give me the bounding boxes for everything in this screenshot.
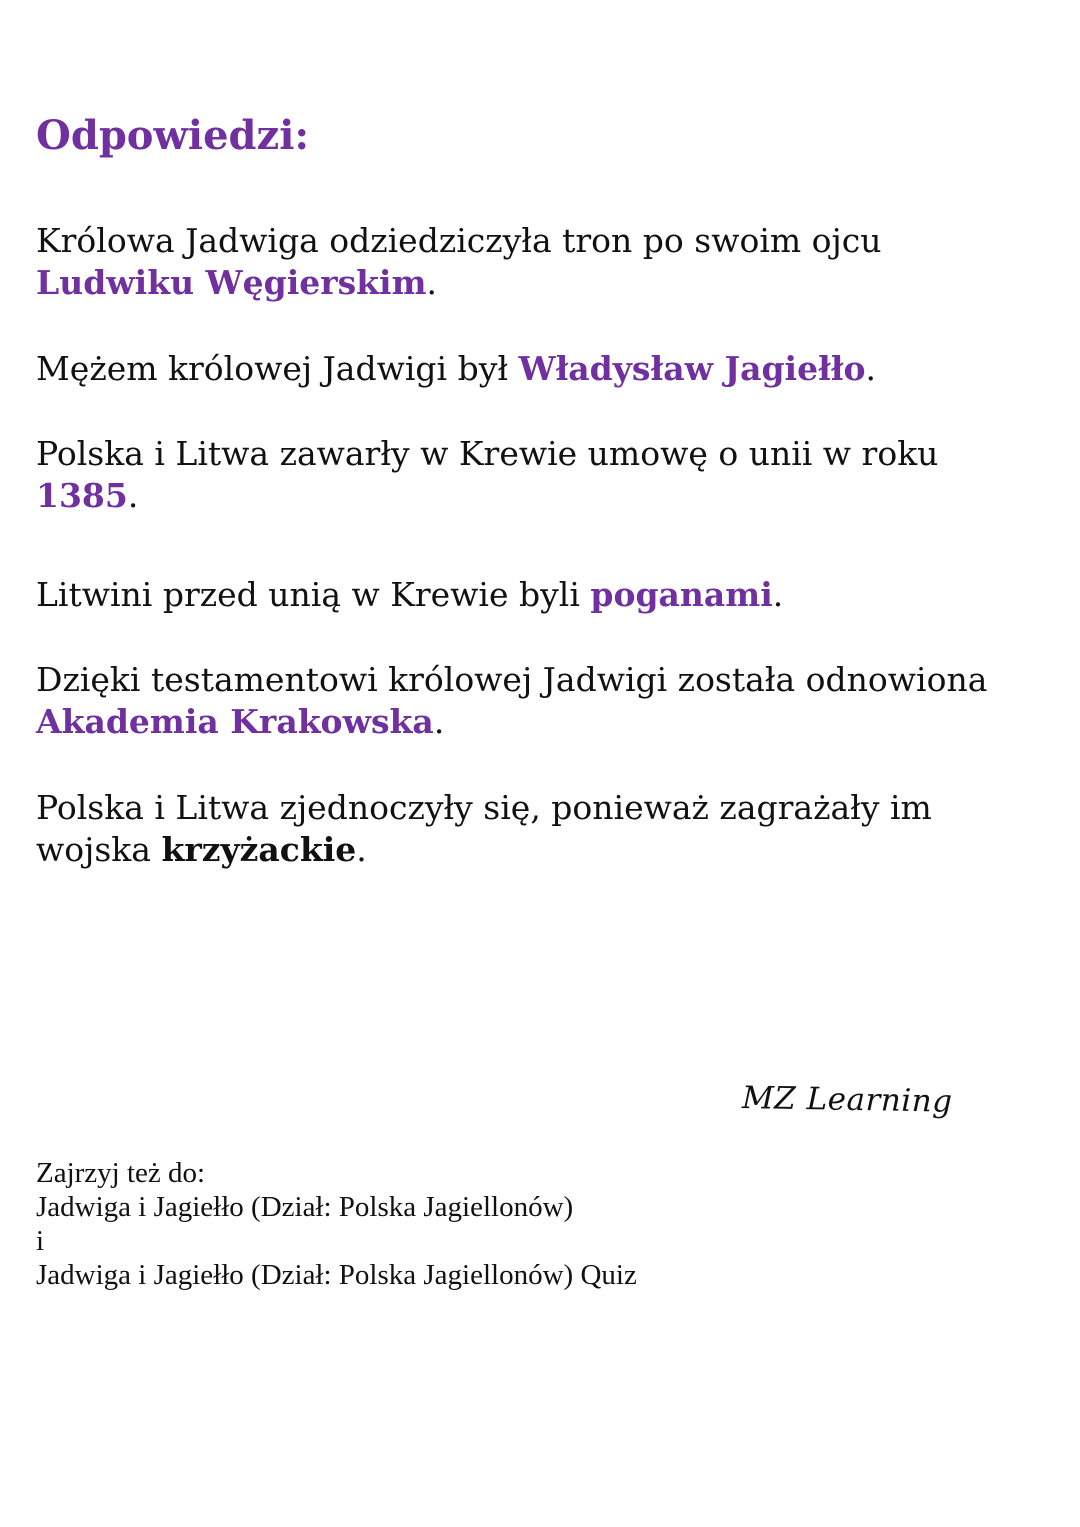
see-also-connector: i <box>36 1225 45 1257</box>
answer-2-prefix: Mężem królowej Jadwigi był <box>36 349 519 388</box>
answer-4 <box>36 574 1066 616</box>
page-title: Odpowiedzi: <box>36 112 310 159</box>
answer-1-suffix: . <box>426 263 438 302</box>
answer-6-prefix: wojska <box>36 830 162 869</box>
answer-2-suffix: . <box>865 349 876 388</box>
answer-5-line-2 <box>36 701 1066 743</box>
answer-6-highlight: krzyżackie <box>161 830 357 869</box>
answer-2 <box>36 348 1066 390</box>
answer-3-suffix: . <box>127 476 139 515</box>
answer-6-suffix: . <box>356 830 367 869</box>
answer-3-line-1: Polska i Litwa zawarły w Krewie umowę o unii w roku <box>36 434 939 473</box>
answer-5 <box>36 659 1066 743</box>
answer-3-highlight: 1385 <box>36 476 128 515</box>
see-also-link-1: Jadwiga i Jagiełło (Dział: Polska Jagiellonów) <box>36 1191 574 1223</box>
see-also-section <box>36 1156 637 1292</box>
answer-2-highlight: Władysław Jagiełło <box>518 349 866 388</box>
answer-1-line-1: Królowa Jadwiga odziedziczyła tron po swoim ojcu <box>36 221 882 260</box>
brand-signature: MZ Learning <box>741 1080 953 1120</box>
answer-3 <box>36 433 1066 517</box>
answer-5-suffix: . <box>433 702 445 741</box>
answer-5-line-1: Dzięki testamentowi królowej Jadwigi została odnowiona <box>36 660 988 699</box>
answer-1-highlight: Ludwiku Węgierskim <box>36 263 427 302</box>
see-also-link-2: Jadwiga i Jagiełło (Dział: Polska Jagiellonów) Quiz <box>36 1259 637 1291</box>
answer-4-suffix: . <box>772 575 784 614</box>
answer-1 <box>36 220 1066 304</box>
answer-6-line-1: Polska i Litwa zjednoczyły się, ponieważ zagrażały im <box>36 788 932 827</box>
answer-1-line-2 <box>36 262 1066 304</box>
answer-6 <box>36 787 1066 871</box>
answer-4-line-1 <box>36 574 1066 616</box>
answer-6-line-2 <box>36 829 1066 871</box>
answer-4-highlight: poganami <box>590 575 773 614</box>
answer-4-prefix: Litwini przed unią w Krewie byli <box>36 575 591 614</box>
answer-2-line-1 <box>36 348 1066 390</box>
see-also-heading: Zajrzyj też do: <box>36 1157 206 1189</box>
answer-3-line-2 <box>36 475 1066 517</box>
answer-5-highlight: Akademia Krakowska <box>36 702 434 741</box>
